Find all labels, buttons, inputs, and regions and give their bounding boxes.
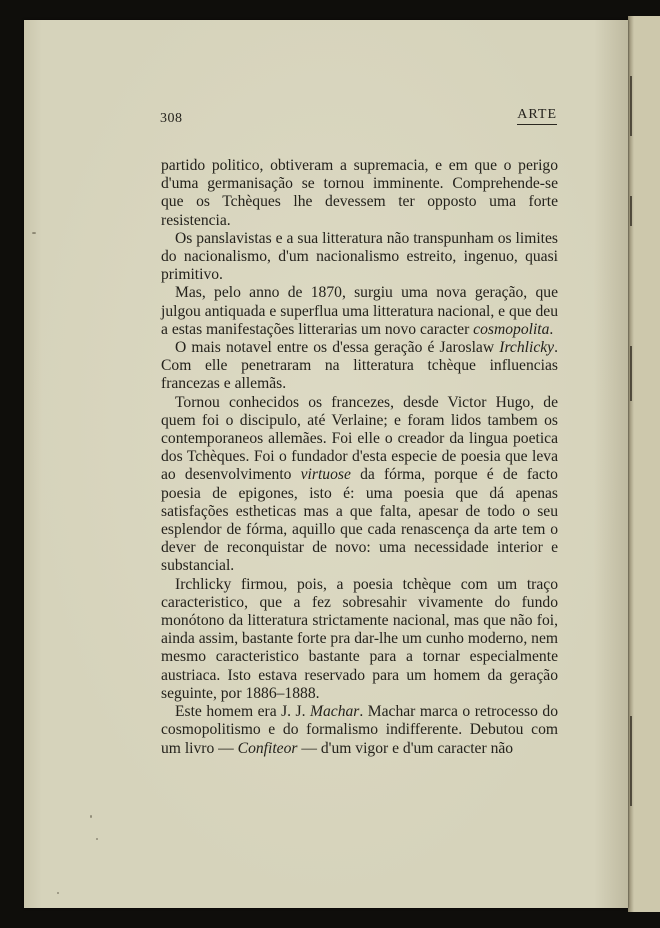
italic-name: Machar — [310, 703, 360, 721]
paragraph-text: da fórma, porque é de facto poesia de epigones, isto é: uma poesia que dá apenas satisfações estheticas mas a que falta, apesar de todo o seu esplendor de fórma, aquillo que cada renascença da arte tem o dever de reconquistar de novo: uma necessidade interior e substancial. — [161, 466, 558, 575]
page-header — [160, 107, 557, 127]
page-edge-mark — [630, 346, 632, 401]
paragraph-text: partido politico, obtiveram a supremacia, e em que o perigo d'uma germanisação se tornou imminente. Comprehende-se que os Tchèques lhe devessem ter opposto uma forte resistencia. — [161, 157, 558, 229]
running-head: ARTE — [517, 107, 557, 125]
page-number: 308 — [160, 111, 183, 126]
paragraph-text: O mais notavel entre os d'essa geração é Jaroslaw — [175, 339, 500, 357]
paragraph-text: Tornou conhecidos os francezes, desde Victor Hugo, de quem foi o discipulo, até Verlaine; e foram lidos tambem os contemporaneos allemães. Foi elle o creador da lingua poetica dos Tchèques. Foi o fundador d'esta especie de poesia que leva ao desenvolvimento — [161, 393, 558, 484]
paragraph — [161, 703, 558, 758]
paragraph — [161, 394, 558, 576]
paper-speck — [57, 892, 59, 894]
italic-term: cosmopolita — [473, 320, 550, 338]
paragraph — [161, 230, 558, 285]
paragraph-text: Irchlicky firmou, pois, a poesia tchèque com um traço caracteristico, que a fez sobresahir vivamente do fundo monótono da litteratura strictamente nacional, mas que não foi, ainda assim, bastante forte pra dar-lhe um cunho moderno, nem mesmo caracteristico bastante para a tornar especialmente austriaca. Isto estava reservado para um homem da geração seguinte, por 1886–1888. — [161, 575, 558, 702]
paragraph-text: . Com elle penetraram na litteratura tchèque influencias francezas e allemãs. — [161, 339, 558, 393]
paper-speck — [96, 838, 98, 840]
paragraph — [161, 284, 558, 339]
italic-term: virtuose — [300, 466, 351, 484]
paragraph-text: Os panslavistas e a sua litteratura não transpunham os limites do nacionalismo, d'um nacionalismo estreito, ingenuo, quasi primitivo. — [161, 229, 558, 284]
body-text — [161, 157, 558, 758]
paragraph-text: — d'um vigor e d'um caracter não — [297, 739, 514, 757]
paper-speck — [90, 815, 92, 818]
paragraph — [161, 576, 558, 703]
paragraph-text: Este homem era J. J. — [175, 703, 310, 721]
italic-name: Irchlicky — [499, 339, 555, 357]
page-edge-mark — [630, 716, 632, 806]
page-edge-mark — [630, 196, 632, 226]
italic-title: Confiteor — [237, 739, 298, 757]
paragraph — [161, 157, 558, 230]
paragraph — [161, 339, 558, 394]
facing-page-edge — [628, 16, 660, 912]
paragraph-text: . Machar marca o retrocesso do cosmopolitismo e do formalismo indifferente. Debutou com um livro — — [161, 703, 558, 757]
paper-speck — [32, 232, 36, 234]
page-edge-mark — [630, 76, 632, 136]
paragraph-text: Mas, pelo anno de 1870, surgiu uma nova geração, que julgou antiquada e superflua uma litteratura nacional, e que deu a estas manifestações litterarias um novo caracter — [161, 284, 558, 338]
paragraph-text: . — [549, 320, 554, 338]
